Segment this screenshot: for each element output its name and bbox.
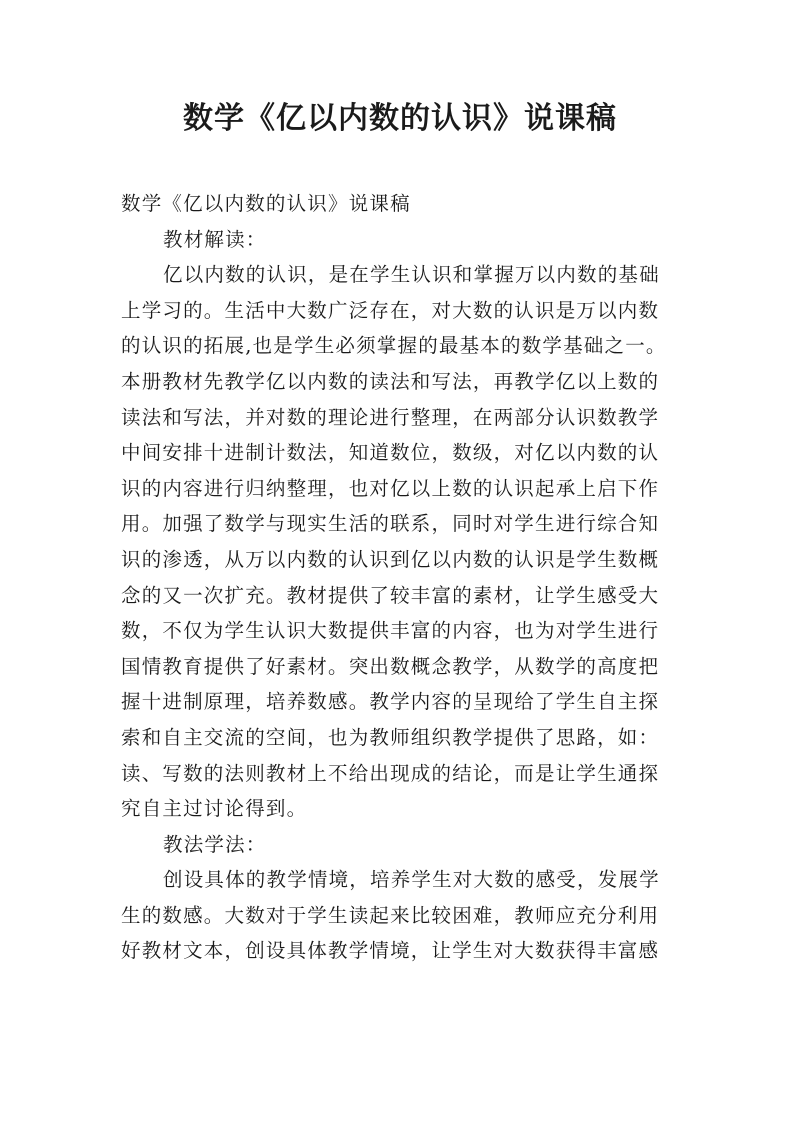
body-line: 中间安排十进制计数法，知道数位，数级，对亿以内数的认 [121, 441, 660, 465]
body-line: 上学习的。生活中大数广泛存在，对大数的认识是万以内数 [121, 298, 660, 322]
body-line: 本册教材先教学亿以内数的读法和写法，再教学亿以上数的 [121, 369, 660, 393]
body-line: 数学《亿以内数的认识》说课稿 [121, 192, 411, 215]
document-body [121, 186, 687, 969]
body-line: 念的又一次扩充。教材提供了较丰富的素材，让学生感受大 [121, 583, 660, 607]
body-line: 的认识的拓展,也是学生必须掌握的最基本的数学基础之一。 [121, 334, 667, 358]
body-line: 究自主过讨论得到。 [121, 797, 308, 821]
body-line: 创设具体的教学情境，培养学生对大数的感受，发展学 [163, 868, 660, 892]
body-line: 数，不仅为学生认识大数提供丰富的内容，也为对学生进行 [121, 619, 660, 643]
body-line: 用。加强了数学与现实生活的联系，同时对学生进行综合知 [121, 512, 660, 536]
body-line: 握十进制原理，培养数感。教学内容的呈现给了学生自主探 [121, 690, 660, 714]
body-line: 国情教育提供了好素材。突出数概念教学，从数学的高度把 [121, 654, 660, 678]
body-line: 读法和写法，并对数的理论进行整理，在两部分认识数教学 [121, 405, 660, 429]
body-line: 识的渗透，从万以内数的认识到亿以内数的认识是学生数概 [121, 547, 660, 571]
body-line: 好教材文本，创设具体教学情境，让学生对大数获得丰富感 [121, 939, 660, 963]
body-line: 读、写数的法则教材上不给出现成的结论，而是让学生通探 [121, 761, 660, 785]
body-line: 教法学法： [163, 832, 267, 856]
body-line: 生的数感。大数对于学生读起来比较困难，教师应充分利用 [121, 903, 660, 927]
body-line: 识的内容进行归纳整理，也对亿以上数的认识起承上启下作 [121, 476, 660, 500]
body-line: 亿以内数的认识，是在学生认识和掌握万以内数的基础 [163, 263, 660, 287]
document-title: 数学《亿以内数的认识》说课稿 [183, 101, 617, 136]
body-line: 教材解读： [163, 227, 267, 251]
body-line: 索和自主交流的空间，也为教师组织教学提供了思路，如： [121, 725, 660, 749]
